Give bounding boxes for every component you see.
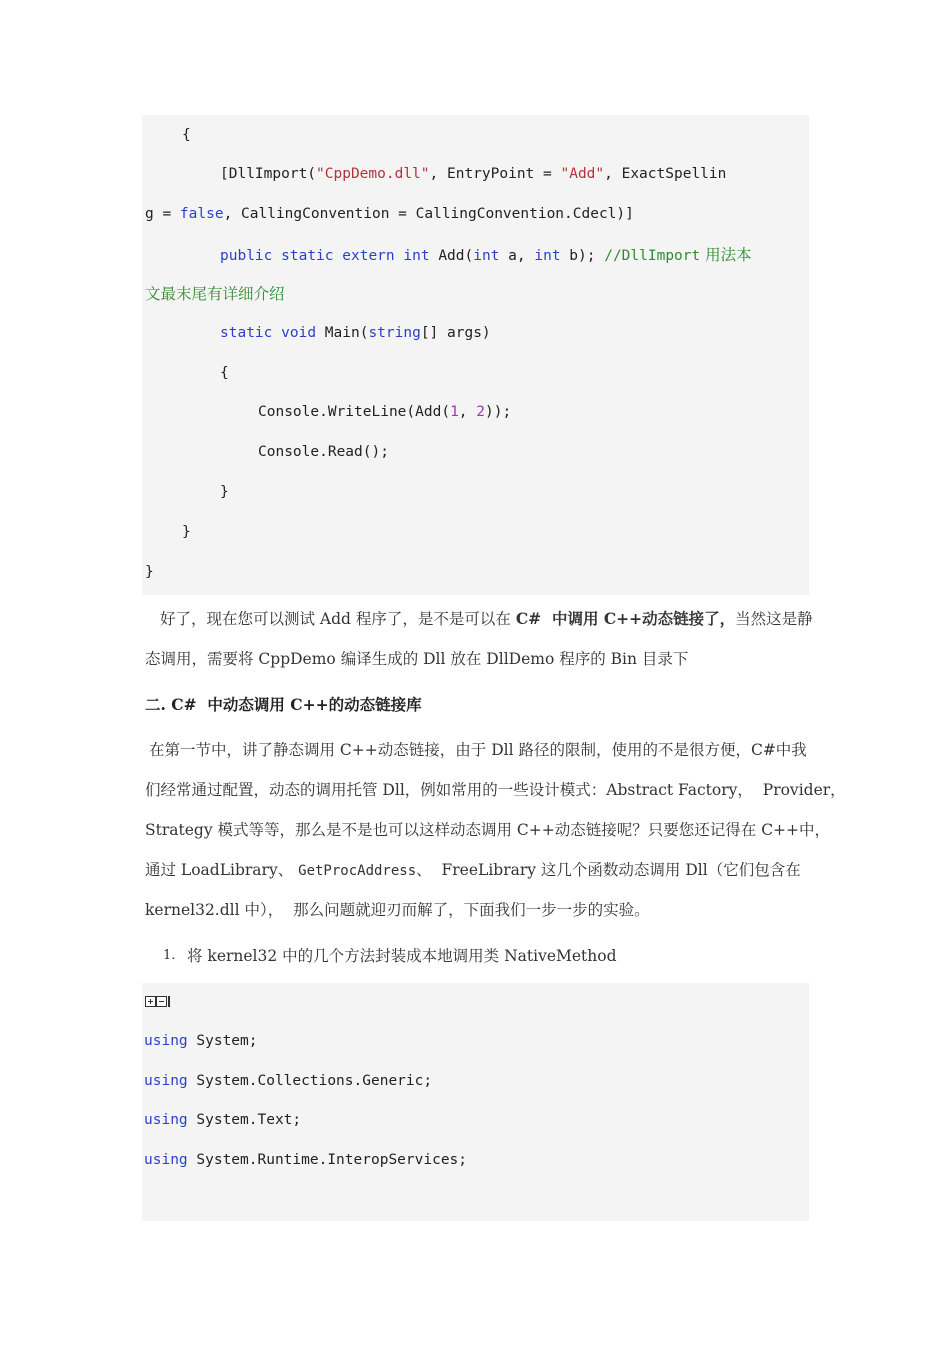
code-line: using System.Text; xyxy=(144,1112,302,1128)
code-block-usings xyxy=(142,983,809,1221)
code-line: using System.Collections.Generic; xyxy=(144,1073,433,1089)
paragraph-line: Strategy 模式等等，那么是不是也可以这样动态调用 C++动态链接呢？只要您还记得在 C++中， xyxy=(145,821,831,839)
code-line: using System; xyxy=(144,1033,258,1049)
paragraph-line: 通过 LoadLibrary、 GetProcAddress、 FreeLibrary 这几个函数动态调用 Dll（它们包含在 xyxy=(145,861,801,879)
paragraph-line: kernel32.dll 中）， 那么问题就迎刃而解了，下面我们一步一步的实验。 xyxy=(145,901,650,919)
code-line: public static extern int Add(int a, int b); //DllImport 用法本 xyxy=(220,246,752,264)
code-line: { xyxy=(220,365,229,381)
paragraph-line: 态调用，需要将 CppDemo 编译生成的 Dll 放在 DllDemo 程序的 Bin 目录下 xyxy=(145,650,689,668)
code-comment-continuation: 文最末尾有详细介绍 xyxy=(145,285,285,303)
code-line: Console.Read(); xyxy=(258,444,389,460)
paragraph-line: 好了，现在您可以测试 Add 程序了，是不是可以在 C# 中调用 C++动态链接了，当然这是静 xyxy=(160,609,813,628)
code-line: [DllImport("CppDemo.dll", EntryPoint = "Add", ExactSpellin xyxy=(220,166,727,182)
code-line: } xyxy=(220,484,229,500)
code-block-dllimport xyxy=(142,115,809,595)
list-item-text: 将 kernel32 中的几个方法封装成本地调用类 NativeMethod xyxy=(187,947,617,965)
paragraph-line: 们经常通过配置，动态的调用托管 Dll，例如常用的一些设计模式：Abstract Factory， Provider， xyxy=(145,781,846,799)
code-line: { xyxy=(182,127,191,143)
code-line: static void Main(string[] args) xyxy=(220,325,491,341)
code-line: g = false, CallingConvention = CallingConvention.Cdecl)] xyxy=(145,206,634,222)
paragraph-line: 在第一节中，讲了静态调用 C++动态链接，由于 Dll 路径的限制，使用的不是很方便，C#中我 xyxy=(149,741,807,759)
expand-collapse-icon[interactable] xyxy=(145,996,171,1008)
list-item-number: 1. xyxy=(163,948,176,963)
code-line: } xyxy=(145,564,154,580)
code-line: Console.WriteLine(Add(1, 2)); xyxy=(258,404,512,420)
code-line: } xyxy=(182,524,191,540)
section-heading: 二. C# 中动态调用 C++的动态链接库 xyxy=(145,695,422,714)
code-line: using System.Runtime.InteropServices; xyxy=(144,1152,468,1168)
